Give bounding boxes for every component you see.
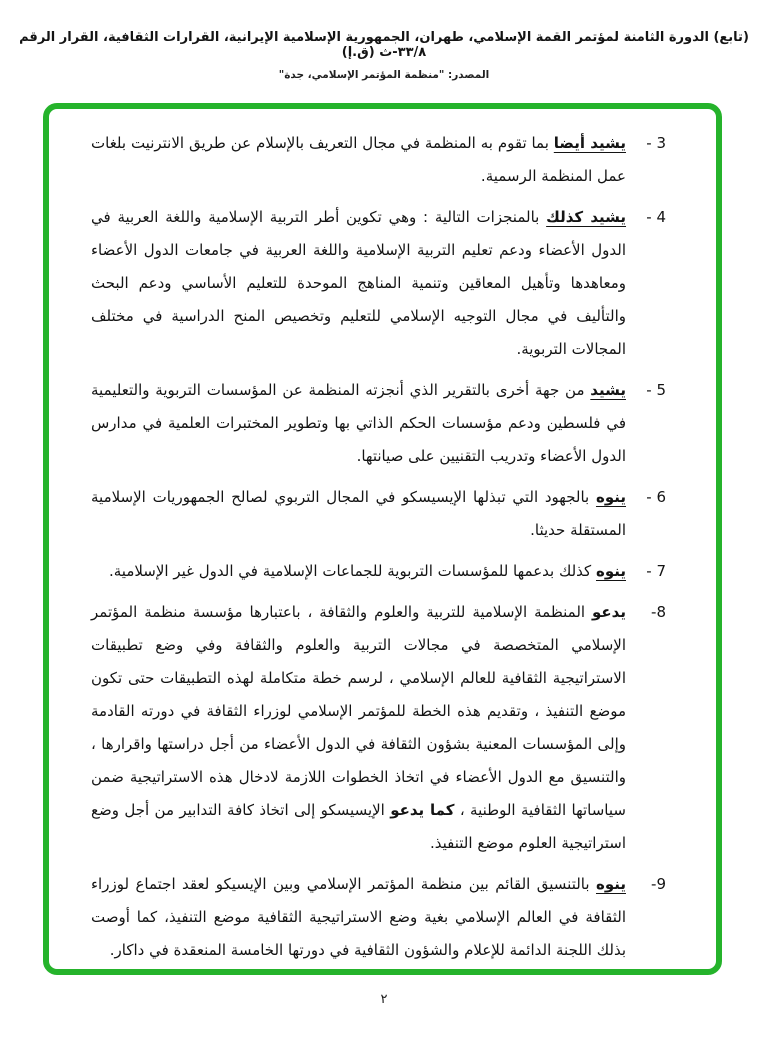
- item-lead-word: يشيد كذلك: [546, 208, 627, 226]
- item-number: 8-: [651, 603, 666, 621]
- resolution-item-8: [91, 596, 666, 860]
- item-text: بما تقوم به المنظمة في مجال التعريف بالإسلام عن طريق الانترنيت بلغات عمل المنظمة الرسمية.: [91, 134, 626, 185]
- item-text: الإيسيسكو إلى اتخاذ كافة التدابير من أجل وضع استراتيجية العلوم موضع التنفيذ.: [91, 801, 626, 852]
- item-text: بالجهود التي تبذلها الإيسيسكو في المجال التربوي لصالح الجمهوريات الإسلامية المستقلة حديثا.: [91, 488, 626, 539]
- item-paragraph: [91, 555, 626, 588]
- item-text: كذلك بدعمها للمؤسسات التربوية للجماعات الإسلامية في الدول غير الإسلامية.: [108, 562, 592, 580]
- resolution-item-5: [91, 374, 666, 473]
- item-lead-word: يشيد: [590, 381, 626, 399]
- item-bold-phrase: كما يدعو: [390, 801, 455, 819]
- item-lead-word: ينوه: [595, 875, 626, 893]
- item-paragraph: [91, 127, 626, 193]
- item-text: بالتنسيق القائم بين منظمة المؤتمر الإسلامي وبين الإيسيكو لعقد اجتماع لوزراء الثقافة في العالم الإسلامي بغية وضع الاستراتيجية الثقافية موضع التنفيذ، كما أوصت بذلك اللجنة الدائمة للإعلام والشؤون الثقافية في دورتها الخامسة المنعقدة في داكار.: [91, 875, 626, 959]
- document-header: [0, 0, 768, 81]
- resolution-item-4: [91, 201, 666, 366]
- resolution-item-6: [91, 481, 666, 547]
- item-paragraph: [91, 596, 626, 860]
- item-number: 5 -: [646, 381, 666, 399]
- item-lead-word: يشيد أيضا: [553, 134, 626, 152]
- item-lead-word: ينوه: [595, 562, 626, 580]
- item-text: المنظمة الإسلامية للتربية والعلوم والثقافة ، باعتبارها مؤسسة منظمة المؤتمر الإسلامي المتخصصة في مجالات التربية والعلوم والثقافة وفي وضع تطبيقات الاستراتيجية الثقافية للعالم الإسلامي ، لرسم خطة متكاملة لهذه التطبيقات حتى تكون موضع التنفيذ ، وتقديم هذه الخطة للمؤتمر الإسلامي لوزراء الثقافة في دورته القادمة وإلى المؤسسات المعنية بشؤون الثقافة في الدول الأعضاء من أجل دراستها واقرارها ، والتنسيق مع الدول الأعضاء في اتخاذ الخطوات اللازمة لادخال هذه الاستراتيجية ضمن سياساتها الثقافية الوطنية ،: [91, 603, 626, 819]
- header-source-line: المصدر: "منظمة المؤتمر الإسلامي، جدة": [278, 69, 490, 81]
- resolution-item-3: [91, 127, 666, 193]
- resolution-item-9: [91, 868, 666, 967]
- page-number: ٢: [380, 992, 388, 1007]
- green-border-frame: [43, 103, 722, 975]
- item-text: من جهة أخرى بالتقرير الذي أنجزته المنظمة عن المؤسسات التربوية والتعليمية في فلسطين ودعم مؤسسات الحكم الذاتي بها وتطوير المختبرات العلمية في مدارس الدول الأعضاء وتدريب التقنيين على صيانتها.: [91, 381, 626, 465]
- item-paragraph: [91, 481, 626, 547]
- item-number: 4 -: [646, 208, 666, 226]
- item-number: 3 -: [646, 134, 666, 152]
- item-lead-word: ينوه: [595, 488, 626, 506]
- item-paragraph: [91, 201, 626, 366]
- item-number: 7 -: [646, 562, 666, 580]
- item-number: 9-: [651, 875, 666, 893]
- item-paragraph: [91, 868, 626, 967]
- header-title-line: (تابع) الدورة الثامنة لمؤتمر القمة الإسلامي، طهران، الجمهورية الإسلامية الإيرانية، القرارات الثقافية، القرار الرقم ٣٣/٨-ث (ق.إ): [19, 30, 749, 60]
- item-number: 6 -: [646, 488, 666, 506]
- item-text: بالمنجزات التالية : وهي تكوين أطر التربية الإسلامية واللغة العربية في الدول الأعضاء ودعم تعليم التربية الإسلامية واللغة العربية في جامعات الدول الأعضاء ومعاهدها وتأهيل المعاقين وتنمية المناهج الموحدة للتعليم الأساسي ودعم البحث والتأليف في مجال التوجيه الإسلامي للتعليم وتخصيص المنح الدراسية في مختلف المجالات التربوية.: [91, 208, 626, 358]
- resolution-item-7: [91, 555, 666, 588]
- item-paragraph: [91, 374, 626, 473]
- item-lead-word: يدعو: [592, 603, 626, 621]
